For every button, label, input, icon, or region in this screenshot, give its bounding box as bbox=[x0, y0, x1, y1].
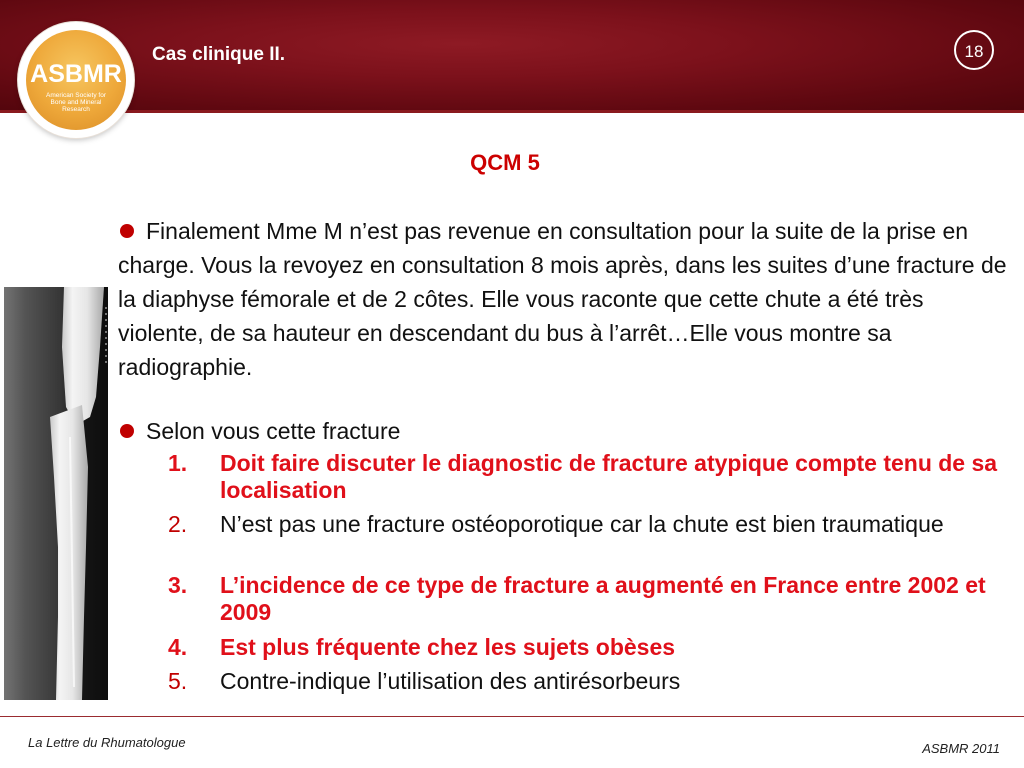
answer-option-3 bbox=[168, 572, 998, 626]
option-number: 5. bbox=[168, 668, 188, 694]
deck-title: Cas clinique II. bbox=[152, 44, 286, 65]
option-text: Est plus fréquente chez les sujets obèses bbox=[220, 634, 676, 660]
option-number: 3. bbox=[168, 572, 188, 598]
footer-credit: ASBMR 2011 bbox=[922, 741, 1000, 756]
option-text: N’est pas une fracture ostéoporotique car la chute est bien traumatique bbox=[220, 511, 944, 537]
option-number: 2. bbox=[168, 511, 188, 537]
answer-option-4 bbox=[168, 634, 998, 661]
answer-option-5 bbox=[168, 668, 998, 695]
answer-option-2 bbox=[168, 511, 998, 538]
case-description-paragraph bbox=[118, 214, 1008, 384]
femur-radiograph-image bbox=[4, 287, 108, 700]
logo-subtitle: American Society for Bone and Mineral Research bbox=[46, 92, 106, 113]
option-number: 4. bbox=[168, 634, 188, 660]
bullet-icon bbox=[120, 424, 134, 438]
question-text: Selon vous cette fracture bbox=[146, 418, 401, 444]
option-number: 1. bbox=[168, 450, 188, 476]
footer-source: La Lettre du Rhumatologue bbox=[28, 735, 186, 750]
slide-title: QCM 5 bbox=[470, 150, 540, 175]
asbmr-logo bbox=[18, 22, 134, 138]
bullet-icon bbox=[120, 224, 134, 238]
answer-option-1 bbox=[168, 450, 998, 504]
option-text: L’incidence de ce type de fracture a augmenté en France entre 2002 et 2009 bbox=[220, 572, 986, 625]
question-line bbox=[118, 414, 1008, 448]
case-description-text: Finalement Mme M n’est pas revenue en consultation pour la suite de la prise en charge. Vous la revoyez en consultation 8 mois après, dans les suites d’une fracture de la diaphyse fémorale et de 2 côtes. Elle vous raconte que cette chute a été très violente, de sa hauteur en descendant du bus à l’arrêt…Elle vous montre sa radiographie. bbox=[118, 218, 1007, 380]
page-number-badge: 18 bbox=[954, 30, 994, 70]
footer-divider bbox=[0, 716, 1024, 717]
header-divider bbox=[0, 110, 1024, 113]
option-text: Doit faire discuter le diagnostic de fracture atypique compte tenu de sa localisation bbox=[220, 450, 998, 503]
logo-acronym: ASBMR bbox=[30, 60, 122, 88]
option-text: Contre-indique l’utilisation des antirésorbeurs bbox=[220, 668, 681, 694]
